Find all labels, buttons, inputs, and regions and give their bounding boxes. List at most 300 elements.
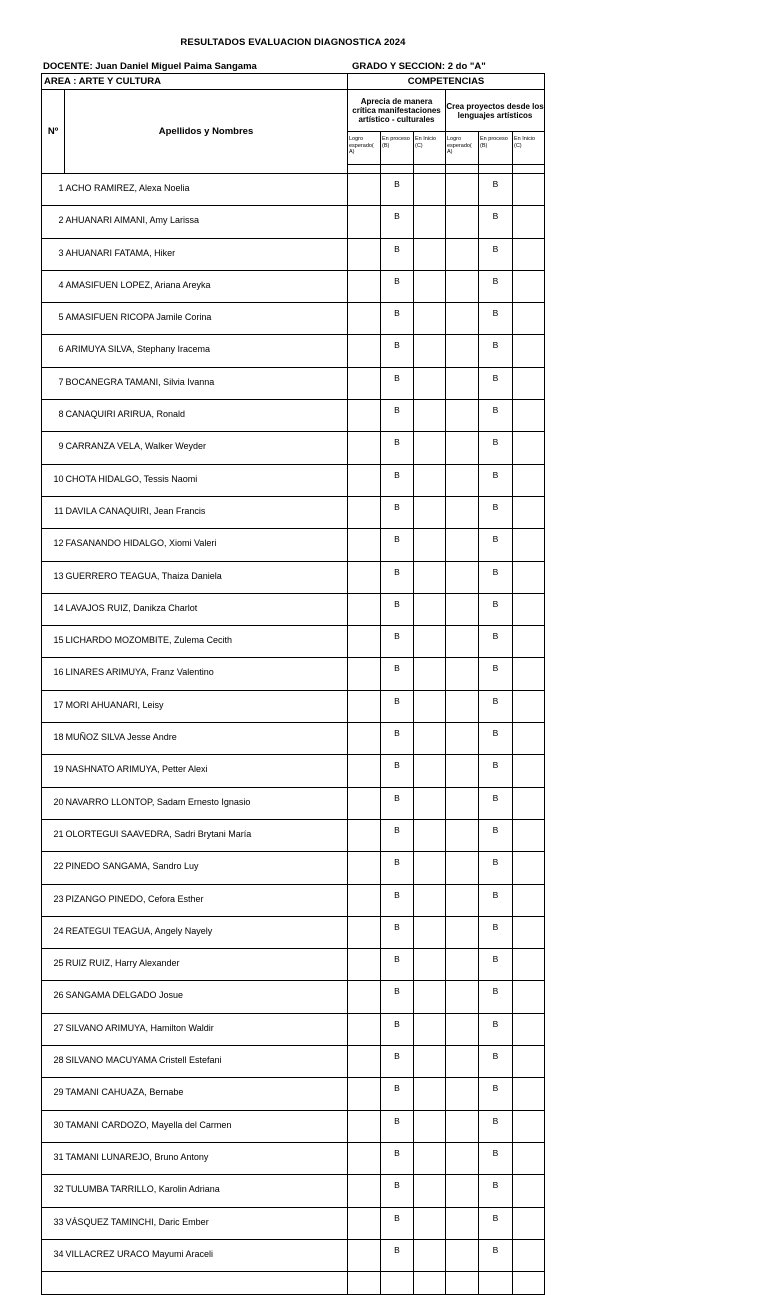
comp2-level-c-cell [513, 1207, 545, 1239]
comp1-level-c-cell [414, 561, 446, 593]
comp2-level-a-cell [446, 335, 479, 367]
table-row [42, 303, 545, 335]
comp1-level-a-cell [348, 335, 381, 367]
comp2-level-b-cell: B [479, 367, 513, 399]
row-number: 30 [42, 1110, 65, 1142]
comp1-level-c-cell [414, 658, 446, 690]
student-name: AHUANARI AIMANI, Amy Larissa [65, 206, 348, 238]
comp1-level-c-cell [414, 529, 446, 561]
comp1-level-b-cell: B [381, 238, 414, 270]
student-name: TAMANI LUNAREJO, Bruno Antony [65, 1142, 348, 1174]
comp2-level-c-cell [513, 916, 545, 948]
row-number: 13 [42, 561, 65, 593]
row-number: 31 [42, 1142, 65, 1174]
spacer-cell [381, 165, 414, 174]
student-name: VILLACREZ URACO Mayumi Araceli [65, 1239, 348, 1271]
comp1-level-a-cell [348, 206, 381, 238]
table-row [42, 884, 545, 916]
comp2-level-b-cell: B [479, 1110, 513, 1142]
student-name: ACHO RAMIREZ, Alexa Noelia [65, 174, 348, 206]
comp1-level-a-cell [348, 690, 381, 722]
table-row [42, 238, 545, 270]
comp2-level-a-cell [446, 658, 479, 690]
comp1-level-b-cell: B [381, 1207, 414, 1239]
comp2-level-a-cell [446, 270, 479, 302]
comp2-level-b-cell: B [479, 593, 513, 625]
student-name: SILVANO MACUYAMA Cristell Estefani [65, 1046, 348, 1078]
comp2-level-b-cell: B [479, 626, 513, 658]
comp1-level-b-cell: B [381, 690, 414, 722]
comp2-level-a-cell [446, 1207, 479, 1239]
table-row [42, 1175, 545, 1207]
table-row [42, 755, 545, 787]
comp2-level-c-cell [513, 1013, 545, 1045]
comp2-level-a-cell [446, 464, 479, 496]
student-name: NASHNATO ARIMUYA, Petter Alexi [65, 755, 348, 787]
table-row [42, 400, 545, 432]
comp1-level-c-cell [414, 1207, 446, 1239]
comp1-level-b-cell: B [381, 496, 414, 528]
number-column-header: Nº [42, 90, 65, 174]
row-number: 9 [42, 432, 65, 464]
comp1-level-a-cell [348, 367, 381, 399]
table-row [42, 335, 545, 367]
comp1-level-c-cell [414, 1142, 446, 1174]
comp1-level-c-cell [414, 367, 446, 399]
comp2-level-a-cell [446, 1110, 479, 1142]
empty-cell [446, 1272, 479, 1295]
comp1-level-a-cell [348, 852, 381, 884]
comp1-level-c-cell [414, 690, 446, 722]
comp2-level-b-cell: B [479, 270, 513, 302]
comp1-level-c-cell [414, 1078, 446, 1110]
comp1-level-a-cell [348, 884, 381, 916]
row-number: 7 [42, 367, 65, 399]
comp2-level-a-cell [446, 1046, 479, 1078]
row-number: 6 [42, 335, 65, 367]
row-number: 32 [42, 1175, 65, 1207]
table-row [42, 852, 545, 884]
comp2-level-b-cell: B [479, 723, 513, 755]
comp2-level-b-cell: B [479, 1239, 513, 1271]
comp2-level-b-cell: B [479, 1013, 513, 1045]
table-row [42, 174, 545, 206]
student-name: SANGAMA DELGADO Josue [65, 981, 348, 1013]
student-name: SILVANO ARIMUYA, Hamilton Waldir [65, 1013, 348, 1045]
row-number: 21 [42, 819, 65, 851]
level-b-header: En proceso (B) [479, 132, 513, 165]
table-row [42, 1239, 545, 1271]
row-number: 10 [42, 464, 65, 496]
comp1-level-a-cell [348, 464, 381, 496]
name-column-header: Apellidos y Nombres [65, 90, 348, 174]
table-row [42, 1207, 545, 1239]
comp2-level-b-cell: B [479, 1142, 513, 1174]
comp1-level-a-cell [348, 1142, 381, 1174]
spacer-cell [513, 165, 545, 174]
table-row [42, 367, 545, 399]
comp1-level-a-cell [348, 626, 381, 658]
comp2-level-c-cell [513, 496, 545, 528]
table-row [42, 561, 545, 593]
comp1-level-c-cell [414, 174, 446, 206]
comp1-level-a-cell [348, 303, 381, 335]
table-row [42, 819, 545, 851]
row-number: 18 [42, 723, 65, 755]
table-row [42, 464, 545, 496]
comp1-level-b-cell: B [381, 1142, 414, 1174]
student-name: FASANANDO HIDALGO, Xiomi Valeri [65, 529, 348, 561]
comp2-level-c-cell [513, 981, 545, 1013]
comp2-level-c-cell [513, 432, 545, 464]
comp2-level-c-cell [513, 367, 545, 399]
comp1-level-b-cell: B [381, 949, 414, 981]
comp1-level-b-cell: B [381, 561, 414, 593]
row-number: 17 [42, 690, 65, 722]
comp1-level-c-cell [414, 626, 446, 658]
table-row [42, 949, 545, 981]
comp2-level-a-cell [446, 884, 479, 916]
table-row [42, 690, 545, 722]
empty-row [42, 1272, 545, 1295]
comp1-level-c-cell [414, 949, 446, 981]
comp2-level-a-cell [446, 174, 479, 206]
student-name: PIZANGO PINEDO, Cefora Esther [65, 884, 348, 916]
student-name: RUIZ RUIZ, Harry Alexander [65, 949, 348, 981]
student-name: NAVARRO LLONTOP, Sadam Ernesto Ignasio [65, 787, 348, 819]
comp1-level-a-cell [348, 496, 381, 528]
table-row [42, 658, 545, 690]
comp2-level-b-cell: B [479, 335, 513, 367]
comp2-level-b-cell: B [479, 1175, 513, 1207]
comp2-level-b-cell: B [479, 852, 513, 884]
comp2-level-b-cell: B [479, 432, 513, 464]
competencia-1-header: Aprecia de manera crítica manifestaciones artístico - culturales [348, 90, 446, 132]
row-number: 25 [42, 949, 65, 981]
comp1-level-b-cell: B [381, 464, 414, 496]
row-number: 4 [42, 270, 65, 302]
row-number: 15 [42, 626, 65, 658]
comp2-level-b-cell: B [479, 819, 513, 851]
student-name: ARIMUYA SILVA, Stephany Iracema [65, 335, 348, 367]
comp2-level-a-cell [446, 1078, 479, 1110]
comp2-level-b-cell: B [479, 1078, 513, 1110]
teacher-label: DOCENTE: Juan Daniel Miguel Paima Sangama [43, 61, 257, 72]
comp2-level-a-cell [446, 1239, 479, 1271]
level-a-header: Logro esperado( A) [446, 132, 479, 165]
comp1-level-a-cell [348, 723, 381, 755]
comp1-level-c-cell [414, 464, 446, 496]
row-number: 8 [42, 400, 65, 432]
comp2-level-a-cell [446, 238, 479, 270]
comp2-level-c-cell [513, 400, 545, 432]
comp1-level-a-cell [348, 1239, 381, 1271]
comp1-level-c-cell [414, 432, 446, 464]
student-name: REATEGUI TEAGUA, Angely Nayely [65, 916, 348, 948]
comp2-level-a-cell [446, 723, 479, 755]
table-row [42, 496, 545, 528]
spacer-cell [479, 165, 513, 174]
comp1-level-a-cell [348, 270, 381, 302]
header-row-area [42, 74, 545, 90]
comp1-level-a-cell [348, 529, 381, 561]
comp2-level-b-cell: B [479, 755, 513, 787]
comp1-level-a-cell [348, 561, 381, 593]
comp2-level-c-cell [513, 626, 545, 658]
comp2-level-c-cell [513, 1175, 545, 1207]
comp1-level-b-cell: B [381, 916, 414, 948]
empty-cell [65, 1272, 348, 1295]
comp2-level-b-cell: B [479, 1046, 513, 1078]
comp1-level-a-cell [348, 1078, 381, 1110]
comp1-level-c-cell [414, 852, 446, 884]
comp1-level-c-cell [414, 755, 446, 787]
comp2-level-c-cell [513, 658, 545, 690]
row-number: 11 [42, 496, 65, 528]
comp2-level-c-cell [513, 1046, 545, 1078]
student-name: DAVILA CANAQUIRI, Jean Francis [65, 496, 348, 528]
student-name: BOCANEGRA TAMANI, Silvia Ivanna [65, 367, 348, 399]
table-row [42, 916, 545, 948]
table-row [42, 529, 545, 561]
comp1-level-b-cell: B [381, 367, 414, 399]
row-number: 16 [42, 658, 65, 690]
comp1-level-c-cell [414, 303, 446, 335]
comp1-level-a-cell [348, 916, 381, 948]
student-name: AMASIFUEN LOPEZ, Ariana Areyka [65, 270, 348, 302]
table-row [42, 981, 545, 1013]
comp2-level-b-cell: B [479, 981, 513, 1013]
results-table [41, 73, 545, 1295]
comp1-level-c-cell [414, 884, 446, 916]
comp1-level-a-cell [348, 238, 381, 270]
row-number: 34 [42, 1239, 65, 1271]
student-name: CANAQUIRI ARIRUA, Ronald [65, 400, 348, 432]
table-row [42, 1013, 545, 1045]
comp2-level-a-cell [446, 1013, 479, 1045]
comp2-level-a-cell [446, 593, 479, 625]
comp1-level-a-cell [348, 949, 381, 981]
row-number: 23 [42, 884, 65, 916]
comp1-level-c-cell [414, 916, 446, 948]
comp1-level-b-cell: B [381, 270, 414, 302]
comp2-level-a-cell [446, 529, 479, 561]
comp1-level-a-cell [348, 1013, 381, 1045]
table-row [42, 270, 545, 302]
row-number: 29 [42, 1078, 65, 1110]
grade-section-label: GRADO Y SECCION: 2 do "A" [352, 61, 486, 72]
comp1-level-b-cell: B [381, 1175, 414, 1207]
comp1-level-b-cell: B [381, 400, 414, 432]
spacer-cell [414, 165, 446, 174]
level-c-header: En Inicio (C) [513, 132, 545, 165]
comp2-level-a-cell [446, 690, 479, 722]
comp1-level-c-cell [414, 335, 446, 367]
comp1-level-b-cell: B [381, 1046, 414, 1078]
row-number: 28 [42, 1046, 65, 1078]
table-row [42, 206, 545, 238]
comp1-level-b-cell: B [381, 626, 414, 658]
comp1-level-a-cell [348, 658, 381, 690]
comp1-level-a-cell [348, 755, 381, 787]
comp1-level-b-cell: B [381, 1013, 414, 1045]
table-row [42, 1078, 545, 1110]
competencia-2-header: Crea proyectos desde los lenguajes artísticos [446, 90, 545, 132]
student-name: CHOTA HIDALGO, Tessis Naomi [65, 464, 348, 496]
comp2-level-c-cell [513, 723, 545, 755]
comp1-level-b-cell: B [381, 852, 414, 884]
level-a-header: Logro esperado( A) [348, 132, 381, 165]
row-number: 24 [42, 916, 65, 948]
comp1-level-b-cell: B [381, 884, 414, 916]
empty-cell [348, 1272, 381, 1295]
comp1-level-b-cell: B [381, 174, 414, 206]
comp2-level-a-cell [446, 787, 479, 819]
student-name: GUERRERO TEAGUA, Thaiza Daniela [65, 561, 348, 593]
comp1-level-b-cell: B [381, 755, 414, 787]
comp1-level-c-cell [414, 723, 446, 755]
comp2-level-a-cell [446, 400, 479, 432]
comp1-level-c-cell [414, 400, 446, 432]
row-number: 20 [42, 787, 65, 819]
header-row-competencias [42, 90, 545, 132]
comp1-level-a-cell [348, 400, 381, 432]
comp1-level-b-cell: B [381, 1110, 414, 1142]
student-name: TAMANI CARDOZO, Mayella del Carmen [65, 1110, 348, 1142]
row-number: 26 [42, 981, 65, 1013]
comp2-level-c-cell [513, 270, 545, 302]
comp1-level-c-cell [414, 206, 446, 238]
comp2-level-c-cell [513, 303, 545, 335]
comp2-level-c-cell [513, 593, 545, 625]
comp1-level-c-cell [414, 981, 446, 1013]
comp2-level-a-cell [446, 949, 479, 981]
row-number: 12 [42, 529, 65, 561]
comp2-level-c-cell [513, 335, 545, 367]
comp2-level-b-cell: B [479, 464, 513, 496]
comp2-level-a-cell [446, 916, 479, 948]
comp2-level-a-cell [446, 496, 479, 528]
comp2-level-b-cell: B [479, 658, 513, 690]
comp2-level-a-cell [446, 755, 479, 787]
comp2-level-c-cell [513, 819, 545, 851]
comp2-level-b-cell: B [479, 949, 513, 981]
comp1-level-b-cell: B [381, 1078, 414, 1110]
comp1-level-c-cell [414, 496, 446, 528]
comp2-level-b-cell: B [479, 400, 513, 432]
comp1-level-c-cell [414, 1110, 446, 1142]
comp1-level-a-cell [348, 593, 381, 625]
comp1-level-b-cell: B [381, 432, 414, 464]
comp2-level-a-cell [446, 1142, 479, 1174]
row-number: 3 [42, 238, 65, 270]
comp1-level-a-cell [348, 1046, 381, 1078]
row-number: 14 [42, 593, 65, 625]
comp2-level-a-cell [446, 206, 479, 238]
empty-cell [414, 1272, 446, 1295]
comp1-level-b-cell: B [381, 1239, 414, 1271]
comp2-level-a-cell [446, 561, 479, 593]
row-number: 22 [42, 852, 65, 884]
table-row [42, 1142, 545, 1174]
level-c-header: En Inicio (C) [414, 132, 446, 165]
comp1-level-c-cell [414, 1239, 446, 1271]
comp2-level-c-cell [513, 464, 545, 496]
comp2-level-b-cell: B [479, 529, 513, 561]
comp1-level-b-cell: B [381, 981, 414, 1013]
comp1-level-b-cell: B [381, 206, 414, 238]
comp2-level-a-cell [446, 303, 479, 335]
student-name: TULUMBA TARRILLO, Karolin Adriana [65, 1175, 348, 1207]
comp1-level-a-cell [348, 787, 381, 819]
student-name: LAVAJOS RUIZ, Danikza Charlot [65, 593, 348, 625]
comp1-level-c-cell [414, 819, 446, 851]
spacer-cell [348, 165, 381, 174]
empty-cell [42, 1272, 65, 1295]
comp1-level-a-cell [348, 1110, 381, 1142]
comp2-level-a-cell [446, 626, 479, 658]
comp2-level-c-cell [513, 949, 545, 981]
comp1-level-b-cell: B [381, 658, 414, 690]
comp2-level-a-cell [446, 852, 479, 884]
table-row [42, 1110, 545, 1142]
student-name: AMASIFUEN RICOPA Jamile Corina [65, 303, 348, 335]
comp2-level-b-cell: B [479, 916, 513, 948]
comp2-level-c-cell [513, 561, 545, 593]
comp1-level-b-cell: B [381, 593, 414, 625]
comp2-level-c-cell [513, 206, 545, 238]
comp2-level-c-cell [513, 1142, 545, 1174]
comp2-level-c-cell [513, 174, 545, 206]
table-row [42, 1046, 545, 1078]
comp1-level-a-cell [348, 174, 381, 206]
table-row [42, 432, 545, 464]
empty-cell [479, 1272, 513, 1295]
row-number: 19 [42, 755, 65, 787]
student-name: MUÑOZ SILVA Jesse Andre [65, 723, 348, 755]
competencias-header: COMPETENCIAS [348, 74, 545, 90]
row-number: 33 [42, 1207, 65, 1239]
comp1-level-b-cell: B [381, 723, 414, 755]
comp1-level-c-cell [414, 1013, 446, 1045]
comp2-level-c-cell [513, 690, 545, 722]
empty-cell [381, 1272, 414, 1295]
document-title: RESULTADOS EVALUACION DIAGNOSTICA 2024 [180, 37, 406, 48]
comp2-level-c-cell [513, 1110, 545, 1142]
comp2-level-c-cell [513, 1078, 545, 1110]
comp1-level-a-cell [348, 1175, 381, 1207]
spacer-cell [446, 165, 479, 174]
comp2-level-c-cell [513, 238, 545, 270]
comp1-level-c-cell [414, 1175, 446, 1207]
comp2-level-a-cell [446, 367, 479, 399]
comp2-level-a-cell [446, 981, 479, 1013]
comp1-level-a-cell [348, 819, 381, 851]
student-name: AHUANARI FATAMA, Hiker [65, 238, 348, 270]
comp1-level-b-cell: B [381, 819, 414, 851]
area-label: AREA : ARTE Y CULTURA [42, 74, 348, 90]
results-table-body [42, 74, 545, 1295]
comp1-level-b-cell: B [381, 335, 414, 367]
row-number: 5 [42, 303, 65, 335]
comp2-level-b-cell: B [479, 238, 513, 270]
comp2-level-b-cell: B [479, 303, 513, 335]
comp2-level-a-cell [446, 432, 479, 464]
student-name: OLORTEGUI SAAVEDRA, Sadri Brytani María [65, 819, 348, 851]
comp2-level-b-cell: B [479, 174, 513, 206]
comp2-level-c-cell [513, 787, 545, 819]
comp1-level-c-cell [414, 787, 446, 819]
